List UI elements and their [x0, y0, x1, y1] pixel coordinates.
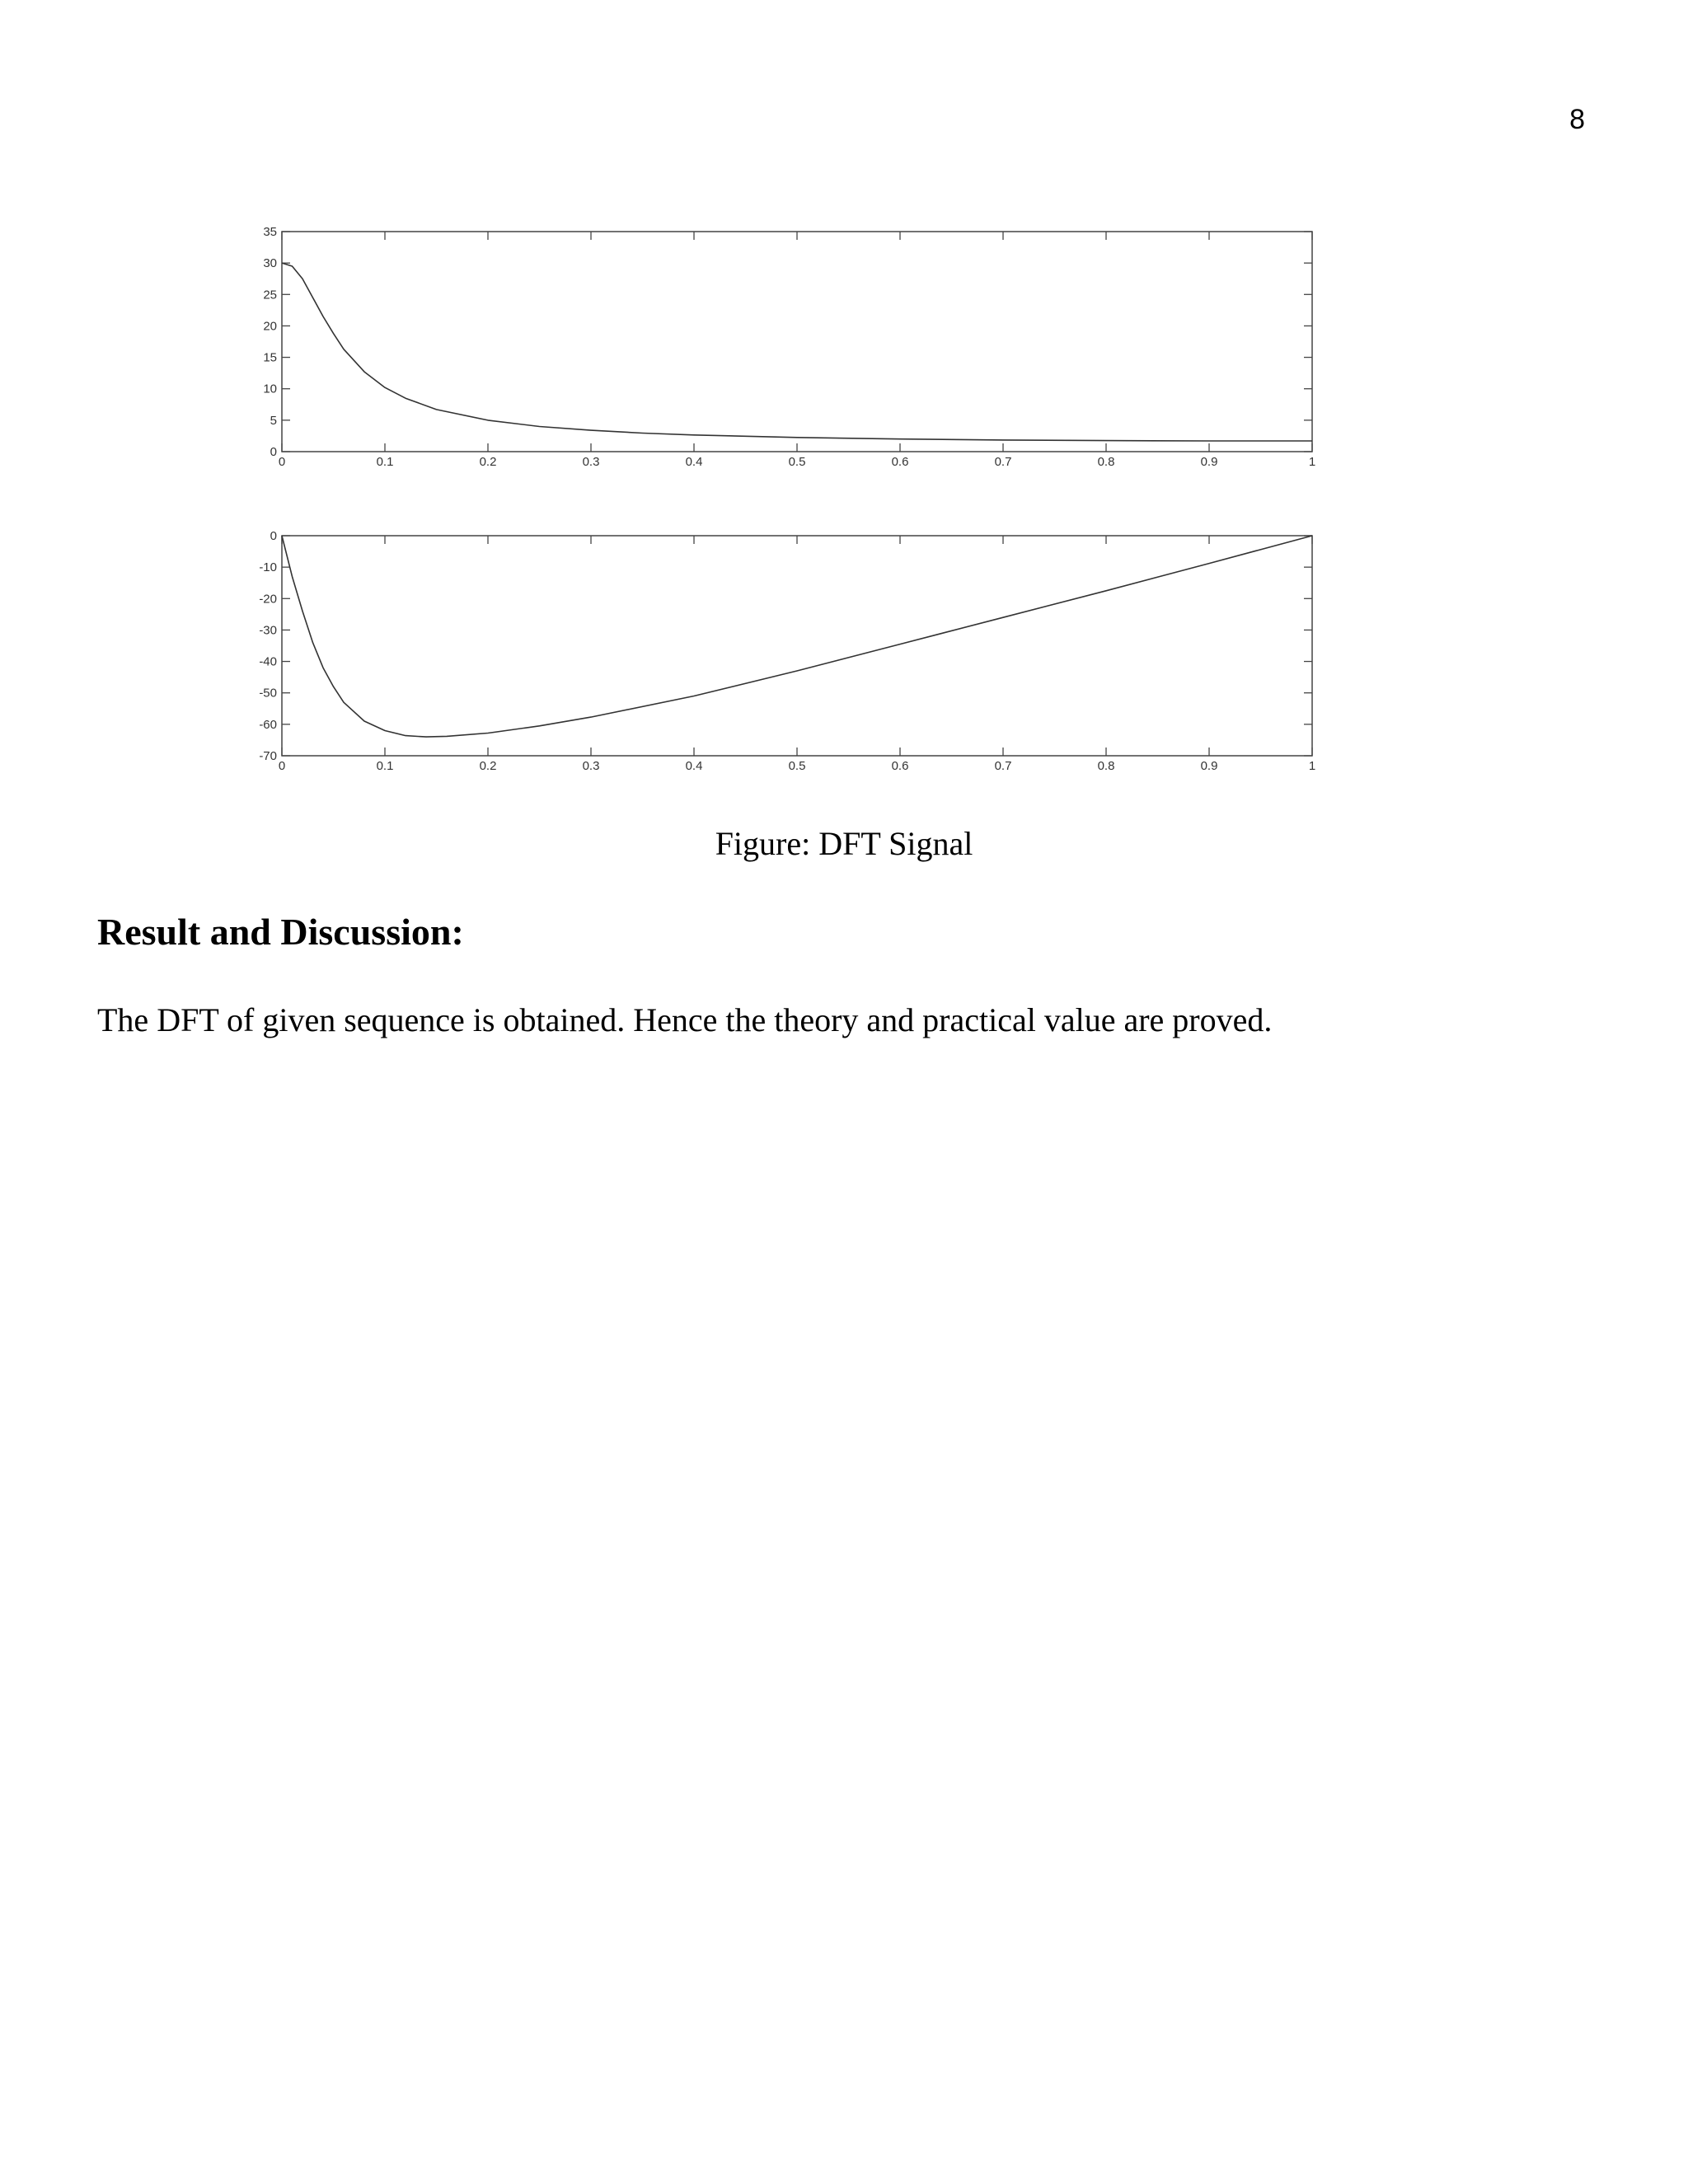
- x-tick-label: 0: [278, 759, 286, 773]
- figure-caption: Figure: DFT Signal: [715, 825, 973, 862]
- x-tick-label: 0.2: [479, 455, 497, 469]
- y-tick-label: 10: [263, 382, 277, 396]
- x-tick-label: 0.7: [994, 759, 1012, 773]
- section-paragraph: The DFT of given sequence is obtained. Hence the theory and practical value are proved.: [97, 1001, 1273, 1038]
- y-tick-label: 0: [270, 445, 277, 459]
- y-tick-label: -30: [259, 623, 277, 638]
- x-tick-label: 0.6: [891, 759, 909, 773]
- section-heading: Result and Discussion:: [97, 911, 464, 953]
- x-tick-label: 0.7: [994, 455, 1012, 469]
- y-tick-label: 15: [263, 350, 277, 365]
- plot-frame: [282, 232, 1312, 452]
- x-tick-label: 0.8: [1097, 759, 1115, 773]
- x-tick-label: 0.1: [376, 455, 394, 469]
- x-tick-label: 0.4: [685, 455, 703, 469]
- y-tick-label: -70: [259, 749, 277, 763]
- page-number: 8: [1569, 104, 1585, 135]
- x-tick-label: 0.3: [582, 455, 600, 469]
- x-tick-label: 0.1: [376, 759, 394, 773]
- y-tick-label: 25: [263, 288, 277, 302]
- plot-frame: [282, 536, 1312, 756]
- y-tick-label: 30: [263, 256, 277, 271]
- y-tick-label: -20: [259, 592, 277, 607]
- x-tick-label: 0: [278, 455, 286, 469]
- x-tick-label: 0.2: [479, 759, 497, 773]
- y-tick-label: -10: [259, 560, 277, 575]
- magnitude-plot: [263, 225, 1315, 469]
- x-tick-label: 0.8: [1097, 455, 1115, 469]
- phase-plot: [259, 529, 1315, 773]
- x-tick-label: 0.3: [582, 759, 600, 773]
- x-tick-label: 0.4: [685, 759, 703, 773]
- y-tick-label: 0: [270, 529, 277, 543]
- y-tick-label: 20: [263, 319, 277, 334]
- x-tick-label: 0.6: [891, 455, 909, 469]
- x-tick-label: 0.5: [788, 759, 806, 773]
- dft-figure: [0, 0, 1688, 824]
- x-tick-label: 0.9: [1200, 455, 1218, 469]
- y-tick-label: -60: [259, 717, 277, 732]
- y-tick-label: -40: [259, 654, 277, 669]
- x-tick-label: 0.9: [1200, 759, 1218, 773]
- x-tick-label: 1: [1308, 455, 1316, 469]
- y-tick-label: -50: [259, 686, 277, 701]
- x-tick-label: 0.5: [788, 455, 806, 469]
- x-tick-label: 1: [1308, 759, 1316, 773]
- y-tick-label: 35: [263, 225, 277, 239]
- y-tick-label: 5: [270, 413, 277, 428]
